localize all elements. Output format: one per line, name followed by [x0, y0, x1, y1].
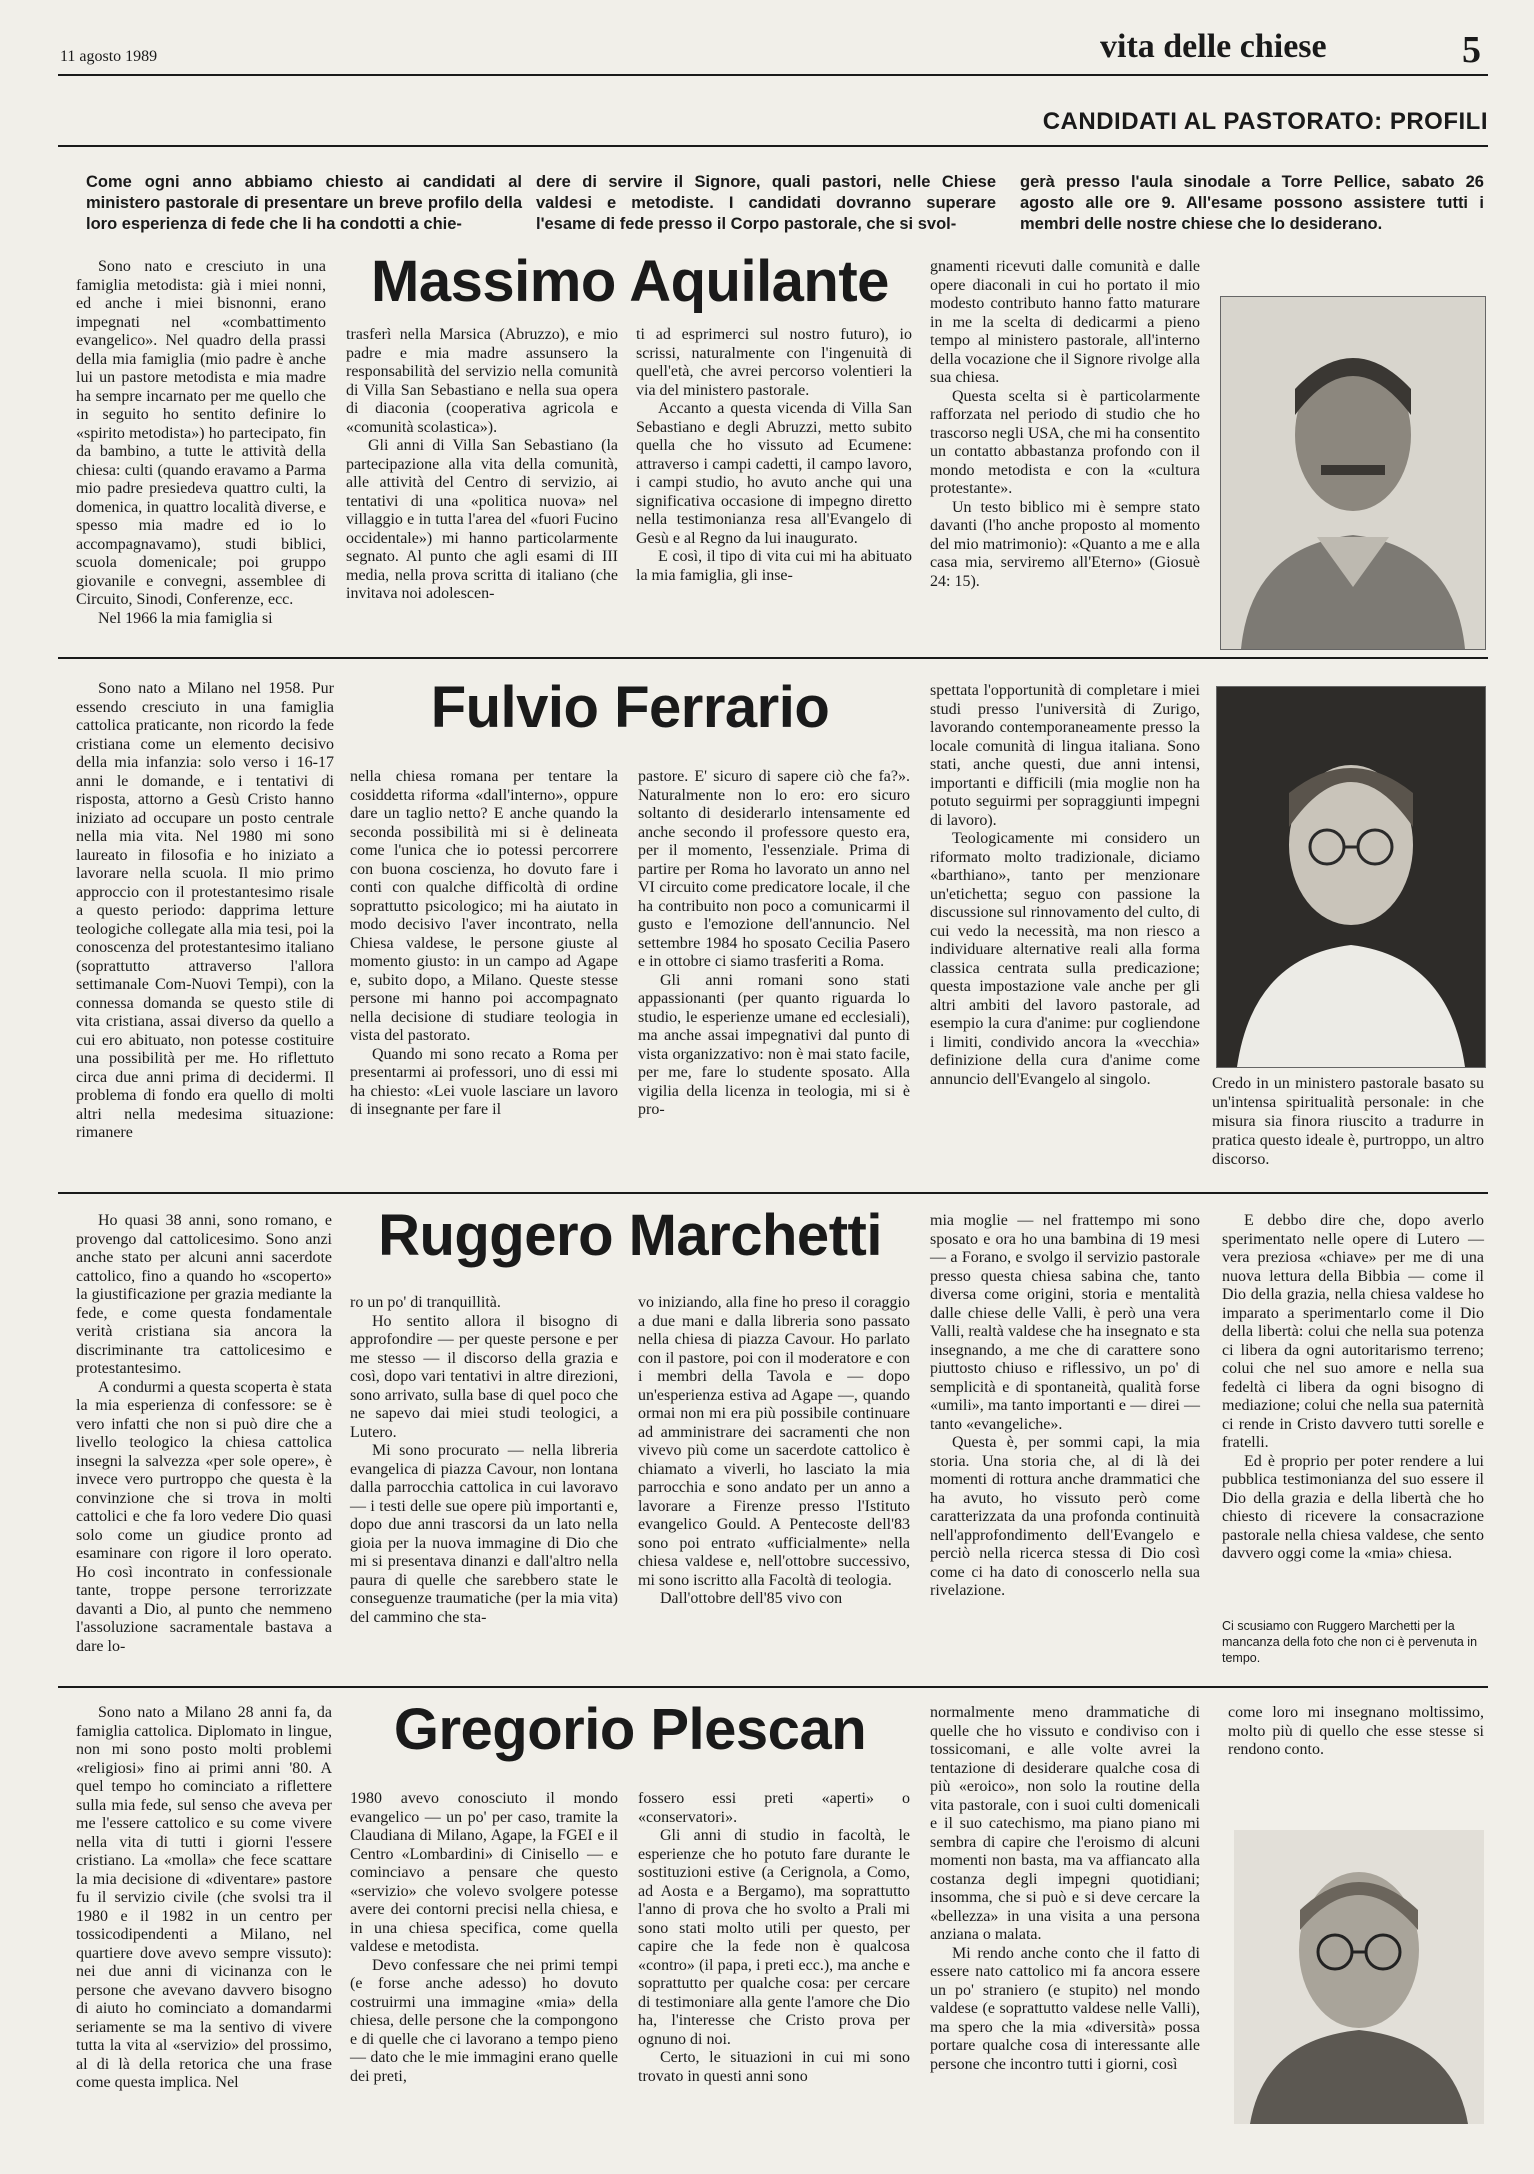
paragraph: nella chiesa romana per tentare la cosiddetta riforma «dall'interno», oppure dare un taglio netto? E anche quando la seconda possibilità mi si è delineata come l'unica che io potessi percorrere con buona coscienza, ho dovuto fare i conti con qualche difficoltà di ordine soprattutto psicologico; mi ha aiutato in modo decisivo l'aver incontrato, nella Chiesa valdese, le persone giuste al momento giusto: in un campo ad Agape e, subito dopo, a Milano. Queste stesse persone mi hanno poi accompagnato nella decisione di studiare teologia in vista del pastorato.	[350, 768, 618, 1044]
masthead-rule	[58, 74, 1488, 76]
profile-divider	[58, 1686, 1488, 1688]
paragraph: Questa è, per sommi capi, la mia storia. Una storia che, al di là dei momenti di rottura anche drammatici che ha avuto, ho vissuto però come caratterizzata da una profonda continuità nell'approfondimento dell'Evangelo e perciò nella ricerca stessa di Dio così come ci ha dato di conoscerlo nella sua rivelazione.	[930, 1434, 1200, 1599]
portrait-photo	[1234, 1830, 1484, 2124]
profile-column	[638, 1790, 910, 2086]
paragraph: Gli anni di studio in facoltà, le esperienze che ho potuto fare durante le sostituzioni estive (a Cerignola, a Como, ad Aosta e a Bergamo), ma soprattutto l'anno di prova che ho svolto a Prali mi sono stati molto utili per questo, per capire che la fede non è qualcosa «contro» (il papa, i preti ecc.), ma anche e soprattutto per qualche cosa: per cercare di testimoniare alla gente l'amore che Dio ha, l'interesse che Cristo prova per ognuno di noi.	[638, 1827, 910, 2048]
profile-column	[76, 680, 334, 1143]
profile-column	[76, 258, 326, 628]
paragraph: Sono nato a Milano nel 1958. Pur essendo cresciuto in una famiglia cattolica praticante, non ricordo la fede cristiana come un elemento decisivo della mia infanzia: solo verso i 16-17 anni le domande, e i tentativi di risposta, attorno a Gesù Cristo hanno iniziato ad occupare un posto centrale nella mia vita. Nel 1980 mi sono laureato in filosofia e ho iniziato a lavorare nella scuola. Il mio primo approccio con il protestantesimo risale a questo periodo: dapprima letture teologiche collegate alla mia tesi, poi la conoscenza del protestantesimo italiano (soprattutto attraverso l'allora settimanale Com-Nuovi Tempi), con la connessa domanda se questo stile di vita cristiana, assai diverso da quello a cui ero abituato, non potesse costituire una possibilità per me. Ho riflettuto circa due anni prima di decidermi. Il problema di fondo era quello di molti altri nella medesima situazione: rimanere	[76, 680, 334, 1141]
paragraph: Ed è proprio per poter rendere a lui pubblica testimonianza del suo essere il Dio della grazia e della libertà che ho chiesto di ricevere la consacrazione pastorale nella chiesa valdese, che sento davvero oggi come la «mia» chiesa.	[1222, 1452, 1484, 1562]
profile-column	[346, 326, 618, 604]
intro-col-2: dere di servire il Signore, quali pastori, nelle Chiese valdesi e metodiste. I candidati dovranno superare l'esame di fede presso il Corpo pastorale, che si svol-	[536, 173, 996, 233]
paragraph: 1980 avevo conosciuto il mondo evangelico — un po' per caso, tramite la Claudiana di Milano, Agape, la FGEI e il Centro «Lombardini» di Cinisello — e cominciavo a pensare che questo «servizio» che volevo svolgere potesse avere dei contorni precisi nella chiesa, e in una chiesa specifica, come quella valdese e metodista.	[350, 1790, 618, 1955]
profile-column	[76, 1704, 332, 2093]
paragraph: Sono nato a Milano 28 anni fa, da famiglia cattolica. Diplomato in lingue, non mi sono posto molti problemi «religiosi» fino ai primi anni '80. A quel tempo ho cominciato a riflettere sulla mia fede, sul senso che aveva per me l'essere cattolico e su come vivere nella vita di tutti i giorni l'essere cristiano. La «molla» che fece scattare la mia decisione di «diventare» pastore fu il servizio civile (che svolsi tra il 1980 e il 1982 in un centro per tossicodipendenti a Milano, nel quartiere dove avevo sempre vissuto): nei due anni di vicinanza con le persone che avevano davvero bisogno di aiuto ho cominciato a domandarmi seriamente se ma la sentivo di vivere tutta la vita al «servizio» del prossimo, al di là della retorica che una frase come questa implica. Nel	[76, 1704, 332, 2091]
paragraph: Nel 1966 la mia famiglia si	[98, 609, 273, 627]
section-rule	[58, 145, 1488, 147]
profile-column	[76, 1212, 332, 1656]
profile-column	[930, 1704, 1200, 2074]
profile-column	[350, 1294, 618, 1627]
paragraph: trasferì nella Marsica (Abruzzo), e mio padre e mia madre assunsero la responsabilità del servizio nella comunità di Villa San Sebastiano e nella sua opera di diaconia (cooperativa agricola e «comunità scolastica»).	[346, 326, 618, 436]
profile-column	[1222, 1212, 1484, 1564]
paragraph: A condurmi a questa scoperta è stata la mia esperienza di confessore: se è vero infatti che non si può dire che a livello teologico la chiesa cattolica insegni la salvezza «per sole opere», è invece vero purtroppo che questa è la convinzione che si trova in molti cattolici e che fa loro vedere Dio quasi solo come un giudice pronto ad esaminare con rigore il loro operato. Ho così incontrato in confessionale tante, troppe persone terrorizzate davanti a Dio, al punto che nemmeno l'assoluzione sacramentale bastava a dare lo-	[76, 1378, 332, 1655]
portrait-photo	[1220, 296, 1486, 650]
profile-name: Ruggero Marchetti	[378, 1203, 882, 1268]
profile-name: Fulvio Ferrario	[430, 675, 830, 740]
profile-divider	[58, 1192, 1488, 1194]
missing-photo-note: Ci scusiamo con Ruggero Marchetti per la mancanza della foto che non ci è pervenuta in tempo.	[1222, 1619, 1478, 1665]
paragraph: pastore. E' sicuro di sapere ciò che fa?». Naturalmente non lo ero: ero sicuro soltanto di desiderarlo intensamente ed anche secondo il professore questo era, per il momento, l'essenziale. Prima di partire per Roma ho lavorato un anno nel VI circuito come predicatore locale, il che ha contribuito non poco a comunicarmi il gusto e l'emozione dell'annuncio. Nel settembre 1984 ho sposato Cecilia Pasero e in ottobre ci siamo trasferiti a Roma.	[638, 768, 910, 970]
paragraph: Mi rendo anche conto che il fatto di essere nato cattolico mi fa ancora essere un po' straniero (e stupito) nel mondo valdese (e soprattutto valdese nelle Valli), ma spero che la mia «diversità» possa portare qualche cosa di interessante alle persone che incontro tutti i giorni, così	[930, 1944, 1200, 2073]
profile-column	[638, 1294, 910, 1609]
paragraph: E così, il tipo di vita cui mi ha abituato la mia famiglia, gli inse-	[636, 548, 912, 584]
paragraph: Teologicamente mi considero un riformato molto tradizionale, diciamo «barthiano», tanto per menzionare un'etichetta; seguo con passione la discussione sul rinnovamento del culto, di cui vedo la necessità, ma non riesco a individuare alternative reali alla forma classica centrata sulla predicazione; questa impostazione vale anche per gli altri ambiti del lavoro pastorale, ad esempio la cura d'anime: pur cogliendone i limiti, condivido ancora la «vecchia» definizione della cura d'anime come annuncio dell'Evangelo al singolo.	[930, 830, 1200, 1088]
profile-column	[930, 258, 1200, 591]
paragraph: Quando mi sono recato a Roma per presentarmi ai professori, uno di essi mi ha chiesto: «Lei vuole lasciare un lavoro di insegnante per fare il	[350, 1045, 618, 1118]
paragraph: come loro mi insegnano moltissimo, molto più di quello che esse stesse si rendono conto.	[1228, 1704, 1484, 1758]
paragraph: Dall'ottobre dell'85 vivo con	[660, 1590, 843, 1607]
profile-column	[930, 1212, 1200, 1601]
profile-name: Gregorio Plescan	[393, 1697, 867, 1762]
paragraph: Accanto a questa vicenda di Villa San Sebastiano e degli Abruzzi, metto subito quella che ho vissuto ad Ecumene: attraverso i campi cadetti, il campo lavoro, i campi studio, ho avuto anche qui una significativa occasione di impegno diretto nella testimonianza resa all'Evangelo di Gesù e al Regno da lui inaugurato.	[636, 400, 912, 547]
portrait-man-glasses-icon	[1234, 1830, 1484, 2124]
paragraph: normalmente meno drammatiche di quelle che ho vissuto e condiviso con i tossicomani, e alle volte avrei la tentazione di desiderare qualche cosa di più «eroico», non solo la routine della vita pastorale, con i suoi culti domenicali e il suo catechismo, ma piano piano mi sembra di capire che l'eroismo di alcuni momenti non basta, ma va affiancato alla costanza degli impegni quotidiani; insomma, che si può e si deve cercare la «bellezza» in una visita a una persona anziana o malata.	[930, 1704, 1200, 1943]
paragraph: Devo confessare che nei primi tempi (e forse anche adesso) ho dovuto costruirmi una immagine «mia» della chiesa, delle persone che la compongono e di quelle che ci lavorano a tempo pieno — dato che le mie immagini erano quelle dei preti,	[350, 1956, 618, 2085]
issue-date: 11 agosto 1989	[60, 48, 158, 65]
paragraph: Certo, le situazioni in cui mi sono trovato in questi anni sono	[638, 2049, 910, 2085]
paragraph: Ho sentito allora il bisogno di approfondire — per queste persone e per me stesso — il discorso della grazia e così, dopo vari tentativi in altre direzioni, sono arrivato, sulla base di quel poco che ne sapevo dai miei studi teologici, a Lutero.	[350, 1312, 618, 1441]
profile-caption: Credo in un ministero pastorale basato su un'intensa spiritualità personale: in che misura sia finora riuscito a tradurre in pratica questo ideale è, purtroppo, un altro discorso.	[1212, 1075, 1484, 1168]
intro-col-3: gerà presso l'aula sinodale a Torre Pellice, sabato 26 agosto alle ore 9. All'esame possono assistere tutti i membri delle nostre chiese che lo desiderano.	[1020, 173, 1484, 233]
profile-column	[1228, 1704, 1484, 1760]
profile-column	[930, 682, 1200, 1089]
paragraph: fossero essi preti «aperti» o «conservatori».	[638, 1790, 910, 1826]
profile-column	[350, 768, 618, 1120]
paragraph: vo iniziando, alla fine ho preso il coraggio a due mani e dalla libreria sono passato nella chiesa di piazza Cavour. Ho parlato con il pastore, poi con il moderatore e con i membri della Tavola e — dopo un'esperienza estiva ad Agape —, quando ormai non mi era più possibile continuare ad amministrare dei sacramenti che non vivevo più come un sacerdote cattolico è chiamato a viverli, ho lasciato la mia parrocchia e sono andato per un anno a lavorare a Firenze presso l'Istituto evangelico Gould. A Pentecoste dell'83 sono poi entrato «ufficialmente» nella chiesa valdese e, nell'ottobre successivo, mi sono iscritto alla Facoltà di teologia.	[638, 1294, 910, 1589]
section-masthead-title: vita delle chiese	[1100, 28, 1327, 65]
portrait-photo	[1216, 686, 1486, 1068]
paragraph: mia moglie — nel frattempo mi sono sposato e ora ho una bambina di 19 mesi — a Forano, e svolgo il servizio pastorale presso questa chiesa sabina che, tanto diversa come origini, storia e mentalità dalle chiese delle Valli, è però una vera Valli, realtà valdese che ha insegnato e sta insegnando, a me che di carattere sono piuttosto chiuso e riflessivo, un po' di semplicità e di spontaneità, qualità forse «umili», ma tanto importanti e — direi — tanto «evangeliche».	[930, 1212, 1200, 1433]
paragraph: Un testo biblico mi è sempre stato davanti (l'ho anche proposto al momento del mio matrimonio): «Quanto a me e alla casa mia, serviremo all'Eterno» (Giosuè 24: 15).	[930, 498, 1200, 590]
profile-name: Massimo Aquilante	[371, 249, 889, 314]
paragraph: E debbo dire che, dopo averlo sperimentato nelle opere di Lutero — vera preziosa «chiave» per me di una nuova lettura della Bibbia — come il Dio della grazia, nella chiesa valdese ho imparato a sperimentarlo come il Dio della libertà: colui che nella sua potenza ci libera da ogni autoritarismo terreno; colui che nel suo amore e nella sua fedeltà ci libera da ogni bisogno di mediazione; colui che nella sua paternità ci rende in Cristo davvero tutti sorelle e fratelli.	[1222, 1212, 1484, 1451]
paragraph: ro un po' di tranquillità.	[350, 1294, 501, 1311]
paragraph: Mi sono procurato — nella libreria evangelica di piazza Cavour, non lontana dalla parrocchia cattolica in cui lavoravo — i testi delle sue opere più importanti e, dopo due anni trascorsi da un lato nella gioia per la nuova immagine di Dio che mi si presentava dinanzi e dall'altro nella paura di quelle che sarebbero state le conseguenze traumatiche (per la mia vita) del cammino che sta-	[350, 1442, 618, 1626]
paragraph: Questa scelta si è particolarmente rafforzata nel periodo di studio che ho trascorso negli USA, che mi ha consentito un contatto abbastanza profondo con il mondo metodista e con la «cultura protestante».	[930, 387, 1200, 497]
page-number: 5	[1462, 29, 1481, 71]
paragraph: gnamenti ricevuti dalle comunità e dalle opere diaconali in cui ho portato il mio modesto contributo hanno fatto maturare in me la scelta di dedicarmi a pieno tempo al ministero pastorale, all'interno della vocazione che il Signore rivolge alla sua chiesa.	[930, 258, 1200, 386]
profile-divider	[58, 657, 1488, 659]
intro-col-1: Come ogni anno abbiamo chiesto ai candidati al ministero pastorale di presentare un breve profilo della loro esperienza di fede che li ha condotti a chie-	[86, 173, 522, 233]
portrait-man-icon	[1221, 297, 1485, 649]
paragraph: Sono nato e cresciuto in una famiglia metodista: già i miei nonni, ed anche i miei bisnonni, erano impegnati nel «combattimento evangelico». Nel quadro della prassi della mia famiglia (mio padre è anche lui un pastore metodista e mia madre ha sempre incarnato per me quello che in seguito ho sentito definire lo «spirito metodista») ho partecipato, fin da bambino, a tutte le attività della chiesa: culti (quando eravamo a Parma mio padre presiedeva quattro culti, la domenica, in quattro località diverse, e spesso mia madre ed io lo accompagnavamo), studi biblici, scuola domenicale; poi gruppo giovanile e convegni, assemblee di Circuito, Sinodi, Conferenze, ecc.	[76, 258, 326, 608]
section-heading: CANDIDATI AL PASTORATO: PROFILI	[1042, 108, 1488, 135]
paragraph: Gli anni di Villa San Sebastiano (la partecipazione alla vita della comunità, alle attività del Centro di servizio, ai tentativi di una «politica nuova» nel villaggio e in tutta l'area del «fuori Fucino occidentale») mi hanno particolarmente segnato. Al punto che agli esami di III media, nella prova scritta di italiano (che invitava noi adolescen-	[346, 437, 618, 602]
profile-column	[636, 326, 912, 585]
portrait-man-glasses-icon	[1217, 687, 1485, 1067]
paragraph: Ho quasi 38 anni, sono romano, e provengo dal cattolicesimo. Sono anzi anche stato per alcuni anni sacerdote cattolico, fino a quando ho «scoperto» la giustificazione per grazia mediante la fede, e come questa fondamentale verità cristiana sia ancora la discriminante tra cattolicesimo e protestantesimo.	[76, 1212, 332, 1377]
profile-column	[638, 768, 910, 1120]
paragraph: spettata l'opportunità di completare i miei studi presso l'università di Zurigo, lavorando contemporaneamente presso la locale comunità di lingua italiana. Sono stati, anche questi, due anni intensi, importanti e difficili (mia moglie non ha potuto seguirmi per sopraggiunti impegni di lavoro).	[930, 682, 1200, 829]
paragraph: ti ad esprimerci sul nostro futuro), io scrissi, naturalmente con l'ingenuità di quell'età, che avrei percorso volentieri la via del ministero pastorale.	[636, 326, 912, 399]
paragraph: Gli anni romani sono stati appassionanti (per quanto riguarda lo studio, le esperienze umane ed ecclesiali), ma anche assai impegnativi dal punto di vista organizzativo: non è mai stato facile, per me, fare lo studente sposato. Alla vigilia della licenza in teologia, mi si è pro-	[638, 971, 910, 1118]
profile-column	[350, 1790, 618, 2086]
